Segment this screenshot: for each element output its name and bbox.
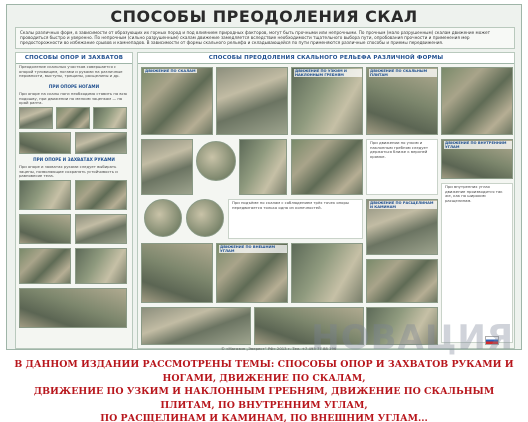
photo-scales: [141, 67, 213, 135]
caption-external-corners: ДВИЖЕНИЕ ПО ВНЕШНИМ УГЛАМ: [219, 245, 287, 253]
publisher-note: © «Магазин „Эверест“ РФ» 2013 г. Тел. +7 495 77 88 196: [221, 346, 337, 351]
topics-line-1: СПОСОБЫ ОПОР И ЗАХВАТОВ РУКАМИ И НОГАМИ, ДВИЖЕНИЕ ПО СКАЛАМ,: [162, 359, 514, 384]
poster-intro-text: Скалы различных форм, в зависимости от образующих их горных пород и под влиянием природных факторов, могут быть прочными или непрочными. По прочным (мало разрушенным) скалам движение может проводиться быстро и уверенно. По непрочным (сильно разрушенным) скалам движение замедляется вследствие необходимости тщательного выбора пути, опробования прочности и применения мер предосторожности во избежание срывов и камнепадов. В зависимости от формы скального рельефа и складывающейся по пути применяются различные способы и приемы передвижения.: [15, 27, 515, 49]
photo-ridges: [291, 67, 363, 135]
poster: [6, 4, 522, 350]
photo-slabs-2: [441, 67, 513, 135]
photo-climb: [141, 139, 193, 195]
feet-text: При опоре на скалы ноги необходимо ставить на всю подошву, при движении по мелким зацепкам — на край ранта.: [19, 91, 127, 105]
photo-slabs: [366, 67, 438, 135]
photo-climb: [239, 139, 287, 195]
left-section-title: СПОСОБЫ ОПОР И ЗАХВАТОВ: [16, 53, 132, 64]
hand-grip-photo: [19, 288, 127, 328]
photo-corner-climb: [141, 307, 251, 345]
topics-lead: В ДАННОМ ИЗДАНИИ РАССМОТРЕНЫ ТЕМЫ:: [14, 359, 275, 370]
internal-corner-text: При внутренних углах движение производится так же, как по широким расщелинам.: [441, 183, 513, 343]
photo-external-corner: [291, 243, 363, 303]
topics-line-2: ДВИЖЕНИЕ ПО УЗКИМ И НАКЛОННЫМ ГРЕБНЯМ, ДВИЖЕНИЕ ПО СКАЛЬНЫМ ПЛИТАМ, ПО ВНУТРЕННИМ УГЛАМ,: [33, 386, 495, 411]
hand-grip-photo: [75, 248, 127, 284]
feet-photo-group: [19, 107, 129, 155]
detail-circle-photo: [144, 199, 182, 237]
photo-external-corner: [216, 243, 288, 303]
photo-ridge-traverse: [291, 139, 363, 195]
boot-photo: [19, 132, 71, 154]
photo-chimney: [366, 199, 438, 255]
boot-photo: [75, 132, 127, 154]
hand-grip-photo: [75, 180, 127, 210]
photo-scales-2: [216, 67, 288, 135]
hand-grip-photo: [19, 180, 71, 210]
caption-scales: ДВИЖЕНИЕ ПО СКАЛАМ: [145, 69, 196, 73]
left-intro-text: Преодоление скальных участков совершается с опорой туловищем, ногами и руками на различные неровности, выступы, трещины, расщелины и др.: [19, 64, 123, 79]
hand-grip-photo: [19, 214, 71, 244]
hands-photo-group: [19, 180, 129, 330]
caption-internal-corners: ДВИЖЕНИЕ ПО ВНУТРЕННИМ УГЛАМ: [444, 141, 512, 149]
hand-grip-photo: [75, 214, 127, 244]
right-section-title: СПОСОБЫ ПРЕОДОЛЕНИЯ СКАЛЬНОГО РЕЛЬЕФА РАЗЛИЧНОЙ ФОРМЫ: [138, 53, 514, 64]
detail-circle-photo: [186, 199, 224, 237]
ridge-text: При движении по узким и наклонным гребням следует держаться ближе к верхней кромке.: [366, 139, 438, 195]
boot-photo: [93, 107, 127, 129]
hands-text: При опоре и захватах руками следует выбирать зацепы, позволяющие сохранять устойчивость и равновесие тела.: [19, 164, 118, 178]
caption-ridges: ДВИЖЕНИЕ ПО УЗКИМ И НАКЛОННЫМ ГРЕБНЯМ: [294, 69, 362, 77]
hand-grip-photo: [19, 248, 71, 284]
poster-title: СПОСОБЫ ПРЕОДОЛЕНИЯ СКАЛ: [110, 7, 418, 26]
subhead-hands: ПРИ ОПОРЕ И ЗАХВАТАХ РУКАМИ: [33, 157, 115, 162]
boot-photo: [56, 107, 90, 129]
subhead-feet: ПРИ ОПОРЕ НОГАМИ: [48, 84, 100, 89]
photo-chimney-2: [366, 259, 438, 303]
topics-description: [10, 358, 518, 422]
left-column: [15, 52, 133, 349]
caption-chimneys: ДВИЖЕНИЕ ПО РАСЩЕЛИНАМ И КАМИНАМ: [369, 201, 437, 209]
detail-circle-photo: [196, 141, 236, 181]
topics-line-3: ПО РАСЩЕЛИНАМ И КАМИНАМ, ПО ВНЕШНИМ УГЛАМ...: [100, 413, 428, 422]
photo-internal-corner: [441, 139, 513, 179]
photo-external-corner: [141, 243, 213, 303]
caption-slabs: ДВИЖЕНИЕ ПО СКАЛЬНЫМ ПЛИТАМ: [369, 69, 437, 77]
watermark-logo: НОВАЦИЯ: [311, 318, 514, 358]
scales-text: При подъёме по скалам с соблюдением трёх точек опоры передвигается только одна из конечностей.: [228, 199, 363, 239]
boot-photo: [19, 107, 53, 129]
right-column: [137, 52, 515, 349]
